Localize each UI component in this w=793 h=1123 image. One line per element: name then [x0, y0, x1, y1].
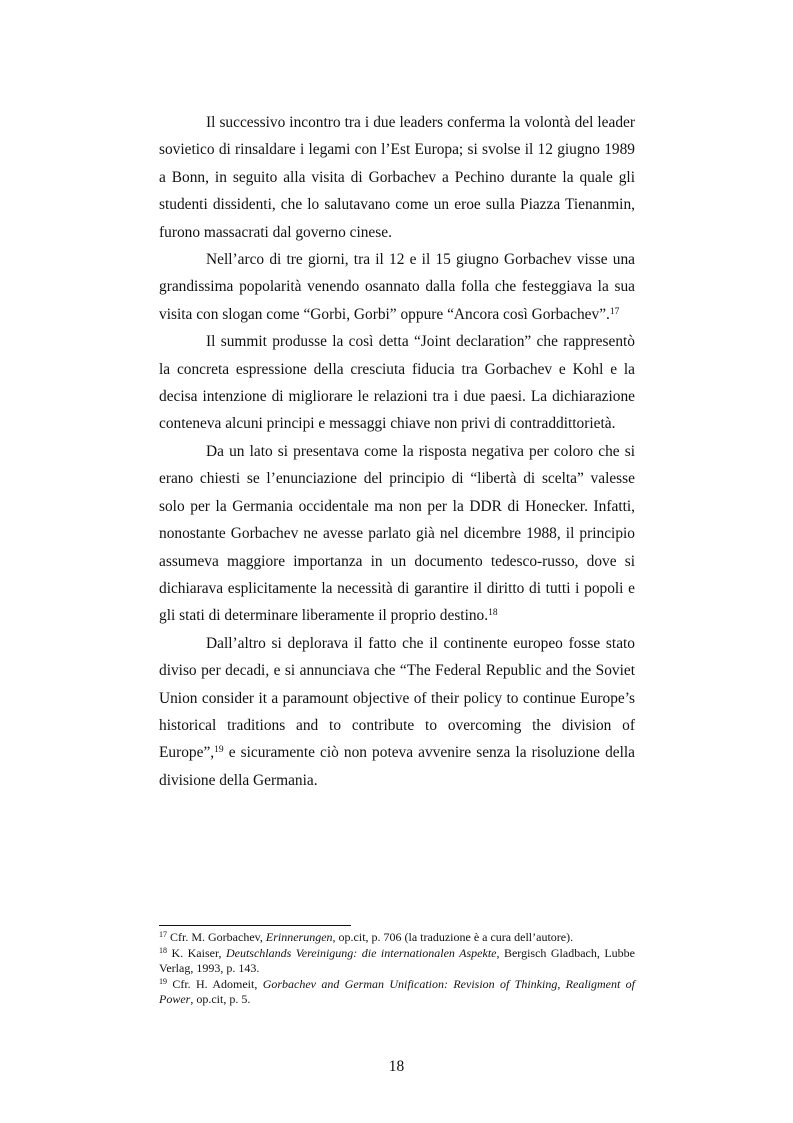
- footnote-ref-17: 17: [609, 306, 620, 317]
- footnote-18: $^{18}$ K. Kaiser, Deutschlands Vereinigung: die internationalen Aspekte, Bergisch Gladbach, Lubbe Verlag, 1993, p. 143.: [159, 946, 635, 975]
- footnote-17: $^{17}$ Cfr. M. Gorbachev, Erinnerungen, op.cit, p. 706 (la traduzione è a cura dell’autore).: [159, 930, 574, 944]
- paragraph-2: Nell’arco di tre giorni, tra il 12 e il 15 giugno Gorbachev visse una grandissima popolarità venendo osannato dalla folla che festeggiava la sua visita con slogan come “Gorbi, Gorbi” oppure “Ancora così Gorbachev”.$^{17}$: [159, 251, 635, 323]
- paragraph-5: Dall’altro si deplorava il fatto che il continente europeo fosse stato diviso per decadi, e si annunciava che “The Federal Republic and the Soviet Union consider it a paramount objective of their policy to continue Europe’s historical traditions and to contribute to overcoming the division of Europe”,$^{19}$ e sicuramente ciò non poteva avvenire senza la risoluzione della divisione della Germania.: [159, 634, 635, 789]
- page-number: 18: [388, 1058, 405, 1075]
- footnote-ref-18: 18: [488, 608, 498, 619]
- footnotes: [159, 930, 635, 1008]
- paragraph-3: Il summit produsse la così detta “Joint declaration” che rappresentò la concreta espressione della cresciuta fiducia tra Gorbachev e Kohl e la decisa intenzione di migliorare le relazioni tra i due paesi. La dichiarazione conteneva alcuni principi e messaggi chiave non privi di contraddittorietà.: [159, 333, 635, 433]
- footnote-ref-19: 19: [214, 745, 224, 756]
- paragraph-1: Il successivo incontro tra i due leaders conferma la volontà del leader sovietico di rinsaldare i legami con l’Est Europa; si svolse il 12 giugno 1989 a Bonn, in seguito alla visita di Gorbachev a Pechino durante la quale gli studenti dissidenti, che lo salutavano come un eroe sulla Piazza Tienanmin, furono massacrati dal governo cinese.: [159, 114, 635, 241]
- footnote-19: $^{19}$ Cfr. H. Adomeit, Gorbachev and German Unification: Revision of Thinking, Realigment of Power, op.cit, p. 5.: [159, 977, 635, 1006]
- paragraph-4: Da un lato si presentava come la risposta negativa per coloro che si erano chiesti se l’enunciazione del principio di “libertà di scelta” valesse solo per la Germania occidentale ma non per la DDR di Honecker. Infatti, nonostante Gorbachev ne avesse parlato già nel dicembre 1988, il principio assumeva maggiore importanza in un documento tedesco-russo, dove si dichiarava esplicitamente la necessità di garantire il diritto di tutti i popoli e gli stati di determinare liberamente il proprio destino.$^{18}$: [159, 442, 635, 625]
- body-text: [159, 109, 635, 794]
- footnote-separator: [159, 925, 351, 926]
